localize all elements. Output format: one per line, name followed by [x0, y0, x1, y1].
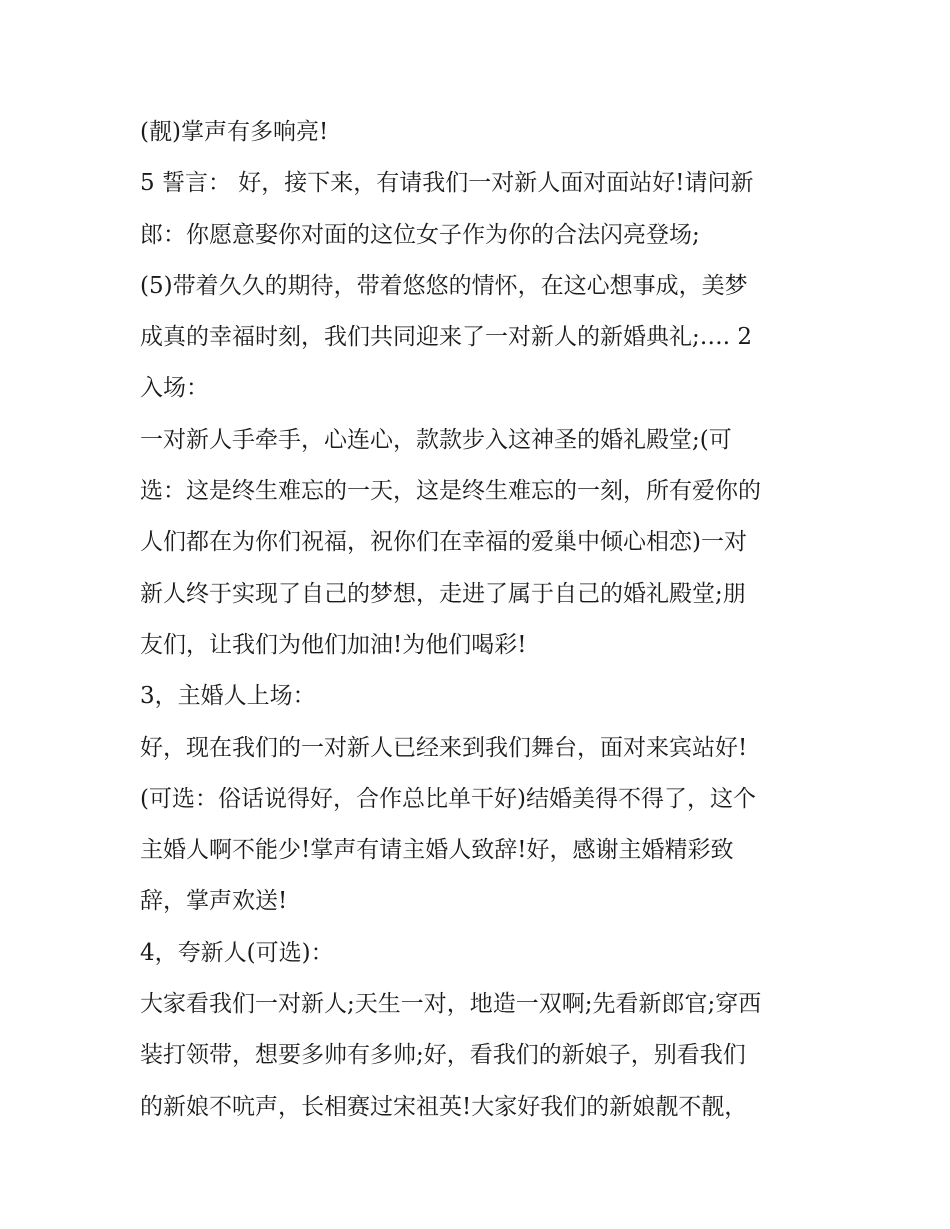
text-line: 好，现在我们的一对新人已经来到我们舞台，面对来宾站好! [140, 734, 748, 761]
text-line: (5)带着久久的期待，带着悠悠的情怀，在这心想事成，美梦 [140, 272, 748, 299]
text-line: 大家看我们一对新人;天生一对，地造一双啊;先看新郎官;穿西 [140, 991, 762, 1018]
text-line: 选：这是终生难忘的一天，这是终生难忘的一刻，所有爱你的 [140, 478, 761, 505]
text-line: 一对新人手牵手，心连心，款款步入这神圣的婚礼殿堂;(可 [140, 426, 732, 453]
document-body [140, 107, 820, 1133]
text-line: 人们都在为你们祝福，祝你们在幸福的爱巢中倾心相恋)一对 [140, 529, 747, 556]
text-line: 5 誓言： 好，接下来，有请我们一对新人面对面站好!请问新 [140, 170, 754, 197]
text-line: 友们，让我们为他们加油!为他们喝彩! [140, 631, 527, 658]
text-line: 入场： [140, 375, 209, 402]
text-line: (可选：俗话说得好，合作总比单干好)结婚美得不得了，这个 [140, 785, 756, 812]
text-line: 辞，掌声欢送! [140, 888, 288, 915]
text-line: 新人终于实现了自己的梦想，走进了属于自己的婚礼殿堂;朋 [140, 580, 746, 607]
text-line: 主婚人啊不能少!掌声有请主婚人致辞!好，感谢主婚精彩致 [140, 837, 734, 864]
text-line: 郎：你愿意娶你对面的这位女子作为你的合法闪亮登场; [140, 221, 700, 248]
text-line: 装打领带，想要多帅有多帅;好，看我们的新娘子，别看我们 [140, 1042, 746, 1069]
text-line: 成真的幸福时刻，我们共同迎来了一对新人的新婚典礼;…. 2 [140, 324, 753, 351]
text-line: 的新娘不吭声，长相赛过宋祖英!大家好我们的新娘靓不靓， [140, 1093, 748, 1120]
text-line: (靓)掌声有多响亮! [140, 119, 329, 145]
text-line: 4，夸新人(可选)： [140, 939, 334, 966]
text-line: 3，主婚人上场： [140, 683, 316, 710]
